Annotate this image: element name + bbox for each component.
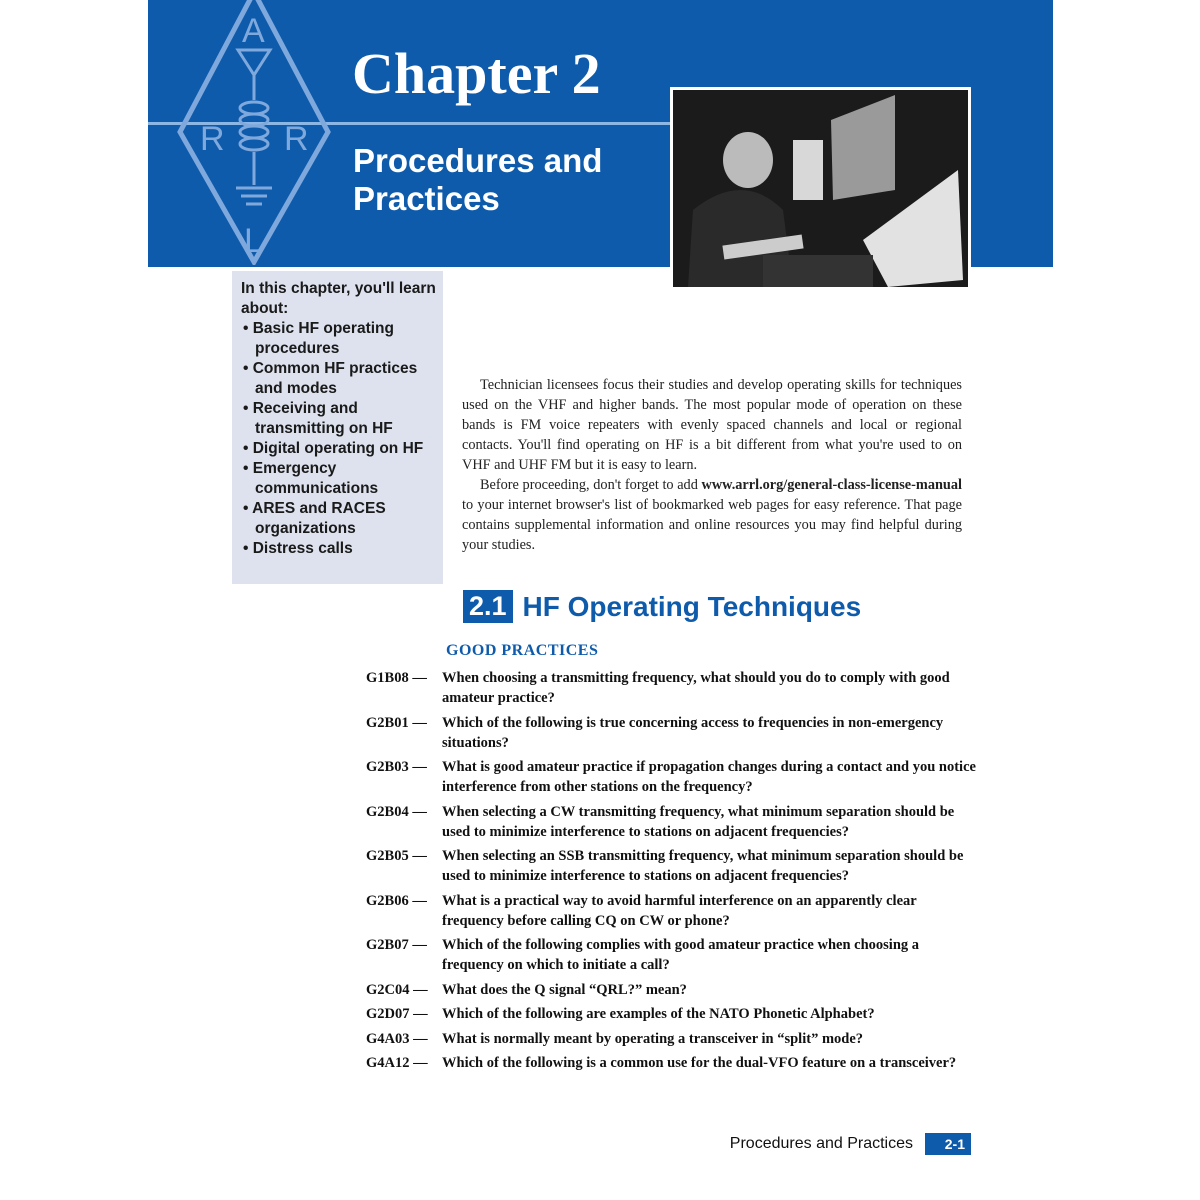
topic-item: • Receiving and transmitting on HF: [241, 399, 443, 439]
svg-text:L: L: [244, 222, 263, 260]
question-item: G4A03 — What is normally meant by operating a transceiver in “split” mode?: [366, 1030, 864, 1047]
question-item: G2D07 — Which of the following are examples of the NATO Phonetic Alphabet?: [366, 1006, 875, 1022]
question-pool-list: [366, 668, 976, 1078]
arrl-diamond-logo-icon: [176, 0, 332, 265]
question-item: G1B08 — When choosing a transmitting frequency, what should you do to comply with good amateur practice?: [366, 670, 950, 706]
page-number-badge: 2-1: [925, 1133, 971, 1155]
question-item: G2B01 — Which of the following is true concerning access to frequencies in non-emergency situations?: [366, 714, 944, 751]
svg-text:R: R: [284, 120, 309, 158]
topic-item: • ARES and RACES organizations: [241, 499, 443, 539]
topic-item: • Digital operating on HF: [241, 439, 443, 459]
topics-list: [241, 319, 443, 559]
subheading: GOOD PRACTICES: [446, 642, 599, 659]
svg-text:A: A: [242, 12, 265, 50]
question-item: G2B03 — What is good amateur practice if propagation changes during a contact and you notice interference from other stations on the frequency?: [366, 759, 976, 795]
section-title: HF Operating Techniques: [522, 590, 862, 622]
chapter-title: Chapter 2: [352, 41, 601, 106]
intro-paragraph-2: Before proceeding, don't forget to add www.arrl.org/general-class-license-manual to your internet browser's list of bookmarked web pages for easy reference. That page contains supplemental information and online resources you may find helpful during your studies.: [462, 477, 962, 553]
question-item: G2C04 — What does the Q signal “QRL?” mean?: [366, 981, 687, 998]
page-footer: [730, 1133, 971, 1155]
chapter-topics-sidebar: [232, 271, 443, 584]
question-item: G2B05 — When selecting an SSB transmitting frequency, what minimum separation should be used to minimize interference to stations on adjacent frequencies?: [366, 848, 964, 884]
operator-photo-image: [673, 90, 968, 287]
intro-paragraph-1: Technician licensees focus their studies and develop operating skills for techniques used on the VHF and higher bands. The most popular mode of operation on these bands is FM voice repeaters with evenly spaced channels and local or regional contacts. You'll find operating on HF is a bit different from what you're used to on VHF and UHF FM but it is easy to learn.: [462, 377, 962, 473]
question-item: G4A12 — Which of the following is a common use for the dual-VFO feature on a transceiver?: [366, 1055, 957, 1071]
svg-text:R: R: [200, 120, 225, 158]
question-item: G2B06 — What is a practical way to avoid harmful interference on an apparently clear frequency before calling CQ on CW or phone?: [366, 892, 917, 929]
chapter-photo: [670, 87, 971, 287]
topic-item: • Distress calls: [241, 539, 443, 559]
bookmark-url-link[interactable]: www.arrl.org/general-class-license-manual: [701, 477, 962, 493]
topic-item: • Basic HF operating procedures: [241, 319, 443, 359]
intro-text: [462, 375, 962, 555]
running-title: Procedures and Practices: [729, 1135, 913, 1152]
section-number-badge: 2.1: [463, 590, 513, 623]
topic-item: • Emergency communications: [241, 459, 443, 499]
chapter-subtitle: Procedures and Practices: [353, 142, 603, 217]
question-item: G2B04 — When selecting a CW transmitting frequency, what minimum separation should be used to minimize interference to stations on adjacent frequencies?: [366, 803, 955, 840]
sidebar-intro: In this chapter, you'll learn about:: [241, 280, 436, 317]
question-item: G2B07 — Which of the following complies with good amateur practice when choosing a frequency on which to initiate a call?: [366, 937, 920, 973]
topic-item: • Common HF practices and modes: [241, 359, 443, 399]
section-heading: [463, 590, 861, 623]
